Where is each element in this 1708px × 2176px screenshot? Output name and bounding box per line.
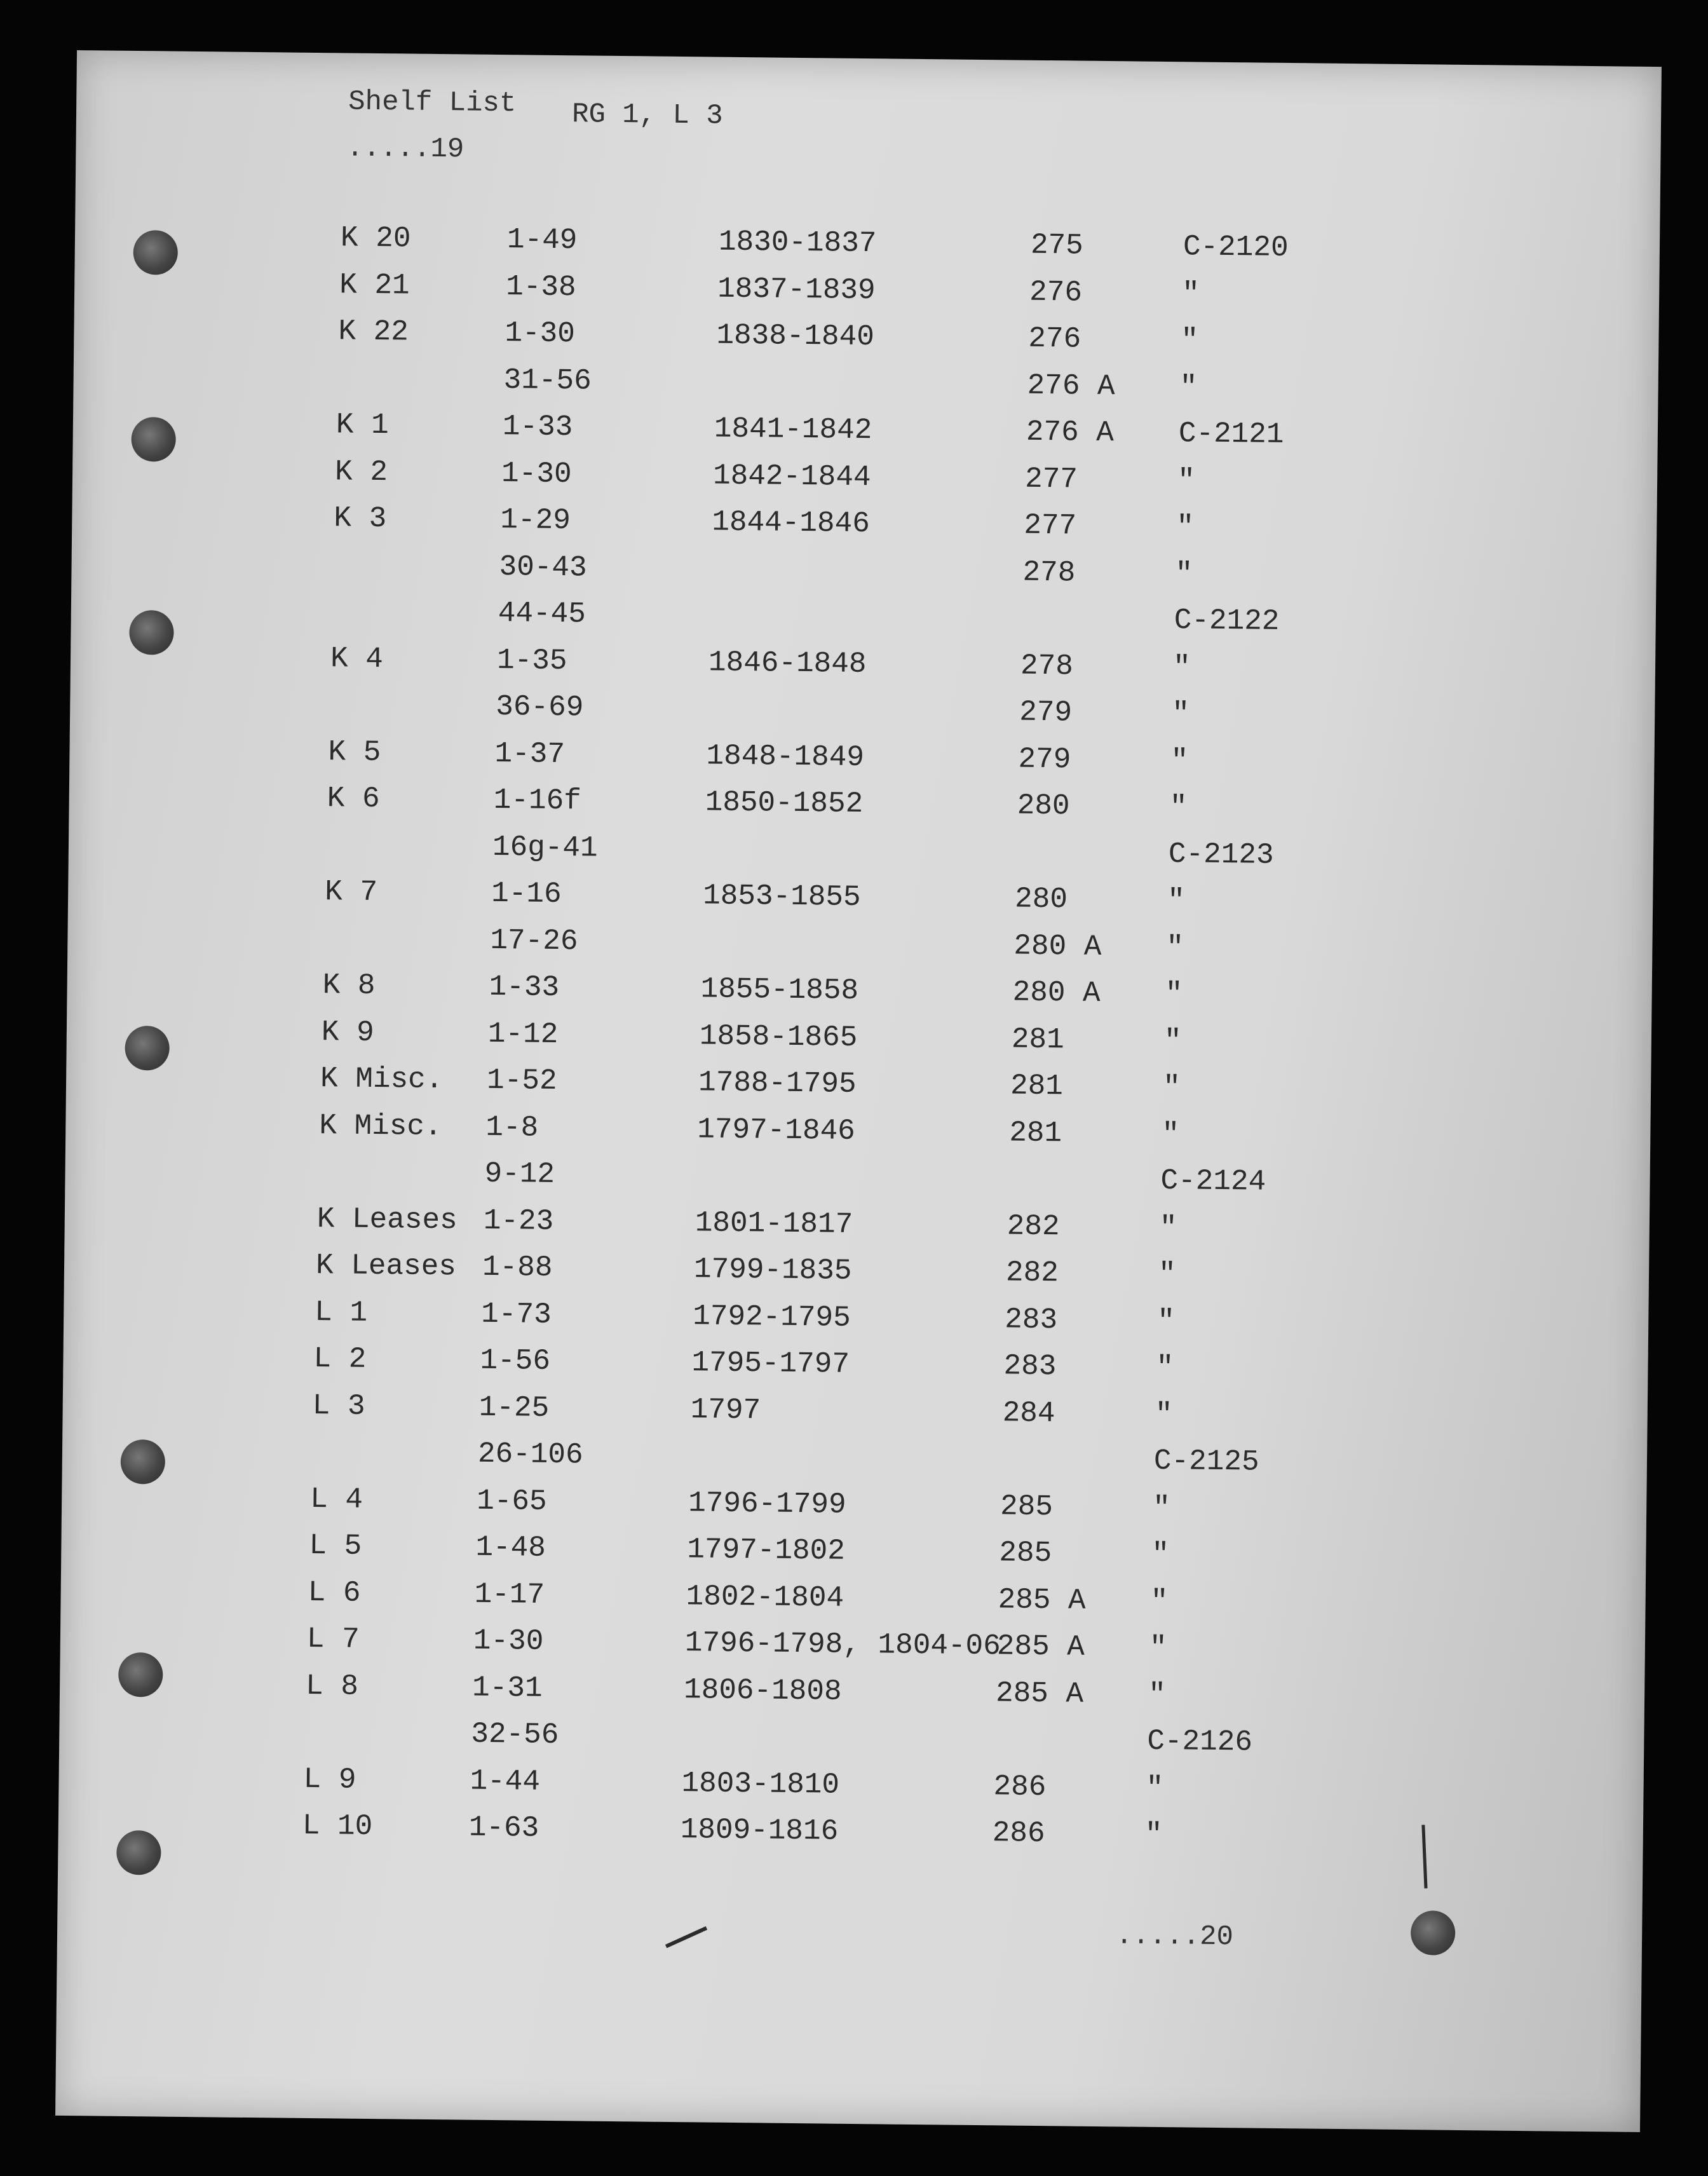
pencil-mark (1421, 1825, 1427, 1888)
cabinet-code: C-2121 (1178, 417, 1284, 451)
item-range: 1-49 (506, 223, 578, 257)
date-range: 1795-1797 (691, 1346, 850, 1381)
reel-number: 281 (1009, 1115, 1062, 1150)
table-row (318, 1155, 1335, 1204)
cabinet-code: " (1156, 1304, 1176, 1338)
cabinet-code: " (1159, 1211, 1177, 1244)
cabinet-code: " (1179, 370, 1198, 404)
table-row (309, 1529, 1326, 1578)
reel-number: 282 (1005, 1256, 1059, 1290)
reel-number: 285 (1000, 1489, 1054, 1523)
reel-number: 276 (1028, 322, 1081, 356)
cabinet-code: " (1170, 744, 1189, 777)
date-range: 1801-1817 (695, 1206, 853, 1241)
cabinet-code: " (1177, 463, 1195, 497)
item-range: 1-48 (475, 1530, 546, 1565)
date-range: 1842-1844 (712, 459, 871, 494)
item-range: 32-56 (471, 1717, 559, 1752)
item-range: 1-23 (483, 1204, 554, 1238)
reel-number: 283 (1003, 1349, 1057, 1384)
box-label: L 4 (309, 1482, 363, 1516)
box-label: K 9 (321, 1015, 375, 1049)
date-range: 1838-1840 (716, 318, 875, 354)
date-range: 1792-1795 (693, 1299, 851, 1335)
reel-number: 286 (992, 1816, 1045, 1851)
box-label: L 7 (306, 1622, 360, 1656)
item-range: 1-73 (481, 1297, 552, 1331)
item-range: 1-38 (505, 269, 576, 304)
item-range: 1-30 (501, 456, 572, 491)
table-row (303, 1762, 1320, 1811)
table-row (310, 1483, 1327, 1532)
item-range: 26-106 (477, 1437, 583, 1472)
date-range: 1797-1802 (687, 1533, 846, 1568)
table-row (316, 1202, 1334, 1251)
box-label: K 21 (339, 268, 410, 303)
table-row (325, 875, 1342, 924)
item-range: 44-45 (498, 597, 586, 631)
date-range: 1799-1835 (693, 1253, 852, 1288)
date-range: 1797 (690, 1392, 761, 1427)
item-range: 1-37 (494, 737, 566, 771)
cabinet-code: C-2122 (1174, 604, 1280, 638)
item-range: 17-26 (490, 923, 578, 958)
box-label: K 6 (327, 782, 380, 816)
reel-number: 276 A (1026, 415, 1115, 450)
box-label: L 5 (309, 1528, 362, 1563)
item-range: 1-35 (496, 643, 567, 677)
punch-hole (125, 1026, 170, 1071)
table-row (302, 1809, 1319, 1858)
cabinet-code: " (1156, 1350, 1174, 1385)
item-range: 36-69 (496, 690, 584, 724)
item-range: 1-33 (502, 410, 573, 444)
cabinet-code: C-2124 (1160, 1164, 1266, 1199)
cabinet-code: " (1158, 1257, 1176, 1291)
date-range: 1802-1804 (686, 1579, 844, 1615)
table-row (339, 268, 1357, 317)
box-label: L 8 (305, 1669, 359, 1703)
box-label: K 8 (322, 969, 376, 1003)
cabinet-code: " (1144, 1818, 1163, 1852)
table-row (322, 1016, 1339, 1064)
reel-number: 283 (1004, 1302, 1058, 1336)
item-range: 1-30 (505, 316, 576, 351)
punch-hole (129, 610, 174, 655)
box-label: L 2 (313, 1342, 367, 1376)
box-label: L 9 (303, 1762, 356, 1797)
item-range: 1-56 (480, 1343, 551, 1378)
date-range: 1841-1842 (714, 412, 872, 447)
item-range: 1-25 (478, 1391, 550, 1425)
cabinet-code: " (1167, 884, 1186, 918)
punch-hole (1411, 1910, 1456, 1955)
punch-hole (118, 1652, 163, 1697)
date-range: 1796-1799 (688, 1486, 846, 1521)
cabinet-code: C-2120 (1183, 230, 1289, 265)
record-group: RG 1, L 3 (571, 99, 723, 132)
date-range: 1846-1848 (708, 645, 867, 681)
box-label: L 6 (308, 1575, 361, 1610)
reel-number: 286 (993, 1769, 1047, 1804)
box-label: K Misc. (320, 1062, 444, 1097)
cabinet-code: " (1155, 1397, 1173, 1431)
table-row (341, 221, 1358, 270)
item-range: 1-8 (485, 1110, 539, 1145)
box-label: K 5 (328, 735, 381, 769)
cabinet-code: " (1176, 510, 1195, 544)
cabinet-code: " (1181, 276, 1200, 311)
box-label: K 1 (336, 408, 390, 442)
item-range: 1-33 (489, 970, 560, 1005)
item-range: 1-44 (470, 1764, 541, 1799)
item-range: 1-65 (476, 1484, 547, 1518)
reel-number: 275 (1030, 228, 1084, 262)
cabinet-code: " (1172, 650, 1191, 684)
date-range: 1844-1846 (712, 505, 871, 541)
cabinet-code: C-2123 (1168, 837, 1274, 872)
table-row (330, 642, 1348, 691)
item-range: 16g-41 (492, 830, 598, 865)
reel-number: 284 (1002, 1396, 1055, 1430)
cabinet-code: " (1162, 1071, 1181, 1105)
table-row (332, 595, 1349, 644)
table-row (334, 501, 1351, 550)
table-row (307, 1622, 1324, 1671)
reel-number: 280 A (1012, 976, 1101, 1010)
table-row (311, 1436, 1329, 1485)
item-range: 1-31 (471, 1671, 543, 1705)
reel-number: 279 (1019, 695, 1073, 730)
cabinet-code: " (1162, 1117, 1180, 1151)
punch-hole (131, 417, 176, 462)
box-label: K 20 (340, 221, 411, 255)
box-label: K Leases (315, 1249, 457, 1284)
cabinet-code: " (1148, 1678, 1166, 1711)
table-row (319, 1109, 1336, 1158)
reel-number: 282 (1006, 1209, 1060, 1243)
cabinet-code: C-2126 (1147, 1724, 1253, 1759)
item-range: 1-63 (468, 1811, 539, 1845)
cabinet-code: " (1149, 1631, 1167, 1665)
table-row (320, 1062, 1338, 1111)
date-range: 1837-1839 (717, 272, 876, 307)
item-range: 1-17 (474, 1577, 545, 1612)
date-range: 1858-1865 (699, 1019, 858, 1054)
reel-number: 281 (1010, 1069, 1064, 1103)
box-label: L 10 (302, 1809, 373, 1844)
table-row (328, 735, 1345, 784)
cabinet-code: " (1171, 697, 1190, 731)
reel-number: 277 (1024, 508, 1077, 543)
cabinet-code: " (1165, 977, 1183, 1011)
cabinet-code: " (1181, 323, 1199, 357)
box-label: K 2 (334, 454, 388, 489)
item-range: 1-52 (486, 1063, 557, 1098)
punch-hole (133, 230, 178, 275)
table-row (336, 408, 1353, 457)
date-range: 1806-1808 (683, 1673, 842, 1708)
reel-number: 280 (1017, 789, 1070, 823)
reel-number: 285 A (998, 1582, 1086, 1617)
item-range: 1-16f (493, 783, 582, 818)
reel-number: 276 (1029, 275, 1083, 309)
table-row (313, 1342, 1331, 1391)
table-row (316, 1249, 1333, 1298)
previous-page-number: .....19 (346, 132, 464, 166)
date-range: 1803-1810 (681, 1766, 840, 1802)
reel-number: 276 A (1027, 369, 1115, 403)
table-row (335, 455, 1352, 504)
document-page (55, 50, 1662, 2132)
table-row (315, 1296, 1332, 1345)
box-label: K 4 (330, 641, 384, 676)
box-label: K Misc. (319, 1108, 442, 1143)
table-row (308, 1575, 1325, 1624)
box-label: K 22 (338, 315, 409, 349)
box-label: K 7 (324, 875, 378, 909)
cabinet-code: " (1146, 1771, 1164, 1805)
table-row (332, 548, 1350, 597)
date-range: 1796-1798, 1804-06 (684, 1626, 1001, 1663)
item-range: 9-12 (484, 1157, 555, 1192)
table-row (312, 1389, 1329, 1438)
item-range: 1-16 (491, 876, 562, 911)
reel-number: 285 A (995, 1676, 1084, 1711)
item-range: 1-29 (500, 503, 571, 538)
item-range: 30-43 (499, 550, 587, 584)
reel-number: 278 (1020, 649, 1074, 683)
table-row (306, 1669, 1323, 1718)
date-range: 1848-1849 (706, 738, 865, 774)
reel-number: 285 A (996, 1629, 1085, 1664)
item-range: 1-12 (487, 1017, 559, 1051)
table-row (326, 829, 1343, 878)
table-row (322, 969, 1339, 1017)
date-range: 1850-1852 (705, 785, 864, 821)
table-row (304, 1716, 1322, 1765)
reel-number: 278 (1022, 555, 1076, 590)
next-page-number: .....20 (1115, 1920, 1234, 1954)
list-title: Shelf List (348, 86, 517, 120)
date-range: 1855-1858 (700, 972, 859, 1007)
cabinet-code: " (1175, 557, 1193, 590)
date-range: 1788-1795 (698, 1066, 857, 1101)
date-range: 1809-1816 (680, 1813, 839, 1848)
reel-number: 285 (999, 1536, 1052, 1570)
cabinet-code: " (1151, 1537, 1170, 1572)
item-range: 1-30 (473, 1624, 544, 1658)
box-label: K 3 (334, 501, 387, 536)
reel-number: 279 (1018, 742, 1071, 776)
cabinet-code: C-2125 (1153, 1444, 1259, 1479)
table-row (329, 688, 1346, 737)
item-range: 1-88 (482, 1250, 553, 1284)
box-label: L 3 (312, 1389, 365, 1423)
cabinet-code: " (1163, 1024, 1182, 1057)
shelf-list-table (302, 221, 1357, 2011)
table-row (337, 362, 1354, 411)
reel-number: 280 (1014, 882, 1068, 916)
box-label: K Leases (316, 1202, 458, 1237)
reel-number: 277 (1024, 462, 1078, 496)
reel-number: 281 (1011, 1023, 1064, 1056)
table-row (338, 315, 1355, 364)
table-row (323, 922, 1341, 971)
date-range: 1853-1855 (702, 879, 861, 915)
punch-hole (120, 1439, 165, 1485)
cabinet-code: " (1152, 1491, 1171, 1525)
cabinet-code: " (1166, 930, 1184, 964)
item-range: 31-56 (503, 363, 592, 398)
punch-hole (116, 1830, 161, 1875)
cabinet-code: " (1150, 1584, 1169, 1618)
table-row (327, 782, 1344, 831)
date-range: 1797-1846 (697, 1112, 856, 1148)
cabinet-code: " (1169, 791, 1188, 824)
box-label: L 1 (315, 1295, 368, 1329)
date-range: 1830-1837 (718, 225, 877, 261)
reel-number: 280 A (1013, 929, 1102, 963)
